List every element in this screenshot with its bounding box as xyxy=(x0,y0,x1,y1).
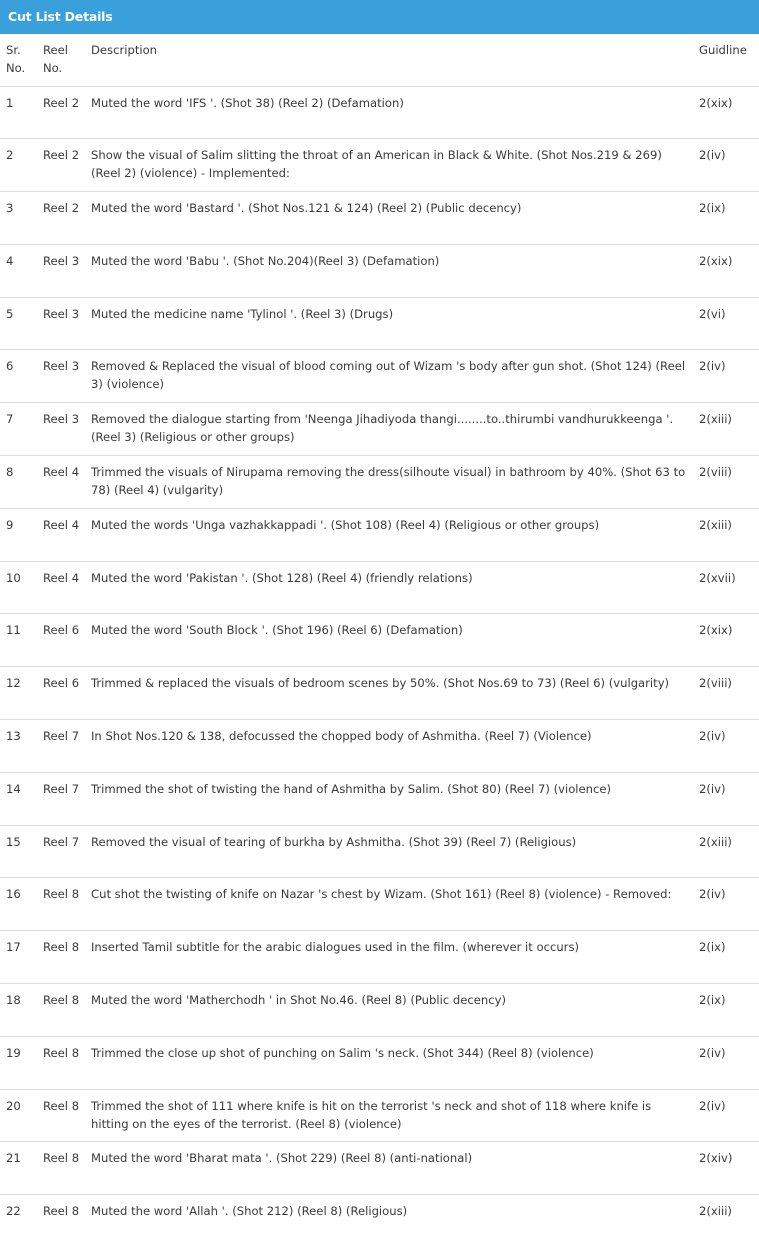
cell-reel-no: Reel 7 xyxy=(37,825,85,878)
cell-sr-no: 10 xyxy=(0,561,37,614)
column-header-reel-no: Reel No. xyxy=(43,43,69,75)
table-row xyxy=(0,508,759,561)
table-row xyxy=(0,1142,759,1195)
cell-reel-no: Reel 7 xyxy=(37,772,85,825)
cell-reel-no: Reel 3 xyxy=(37,297,85,350)
cell-reel-no: Reel 4 xyxy=(37,456,85,509)
cell-description: Muted the word 'IFS '. (Shot 38) (Reel 2) (Defamation) xyxy=(85,86,693,139)
cell-guideline: 2(xiii) xyxy=(693,508,759,561)
cell-sr-no: 16 xyxy=(0,878,37,931)
cell-guideline: 2(iv) xyxy=(693,1036,759,1089)
cell-description: Trimmed the visuals of Nirupama removing the dress(silhoute visual) in bathroom by 40%. (Shot 63 to 78) (Reel 4) (vulgarity) xyxy=(85,456,693,509)
table-row xyxy=(0,297,759,350)
cell-description: Muted the word 'Pakistan '. (Shot 128) (Reel 4) (friendly relations) xyxy=(85,561,693,614)
cell-reel-no: Reel 2 xyxy=(37,139,85,192)
cell-description: Cut shot the twisting of knife on Nazar 's chest by Wizam. (Shot 161) (Reel 8) (violence) - Removed: xyxy=(85,878,693,931)
cell-description: Muted the words 'Unga vazhakkappadi '. (Shot 108) (Reel 4) (Religious or other groups) xyxy=(85,508,693,561)
column-header-sr-no: Sr. No. xyxy=(6,43,26,75)
cell-sr-no: 9 xyxy=(0,508,37,561)
cell-reel-no: Reel 2 xyxy=(37,192,85,245)
cell-description: Muted the word 'Matherchodh ' in Shot No.46. (Reel 8) (Public decency) xyxy=(85,984,693,1037)
table-row xyxy=(0,720,759,773)
cell-description: Muted the word 'Babu '. (Shot No.204)(Reel 3) (Defamation) xyxy=(85,244,693,297)
cell-description: Trimmed the close up shot of punching on Salim 's neck. (Shot 344) (Reel 8) (violence) xyxy=(85,1036,693,1089)
cell-guideline: 2(xix) xyxy=(693,244,759,297)
cell-sr-no: 1 xyxy=(0,86,37,139)
cell-description: Removed & Replaced the visual of blood coming out of Wizam 's body after gun shot. (Shot 124) (Reel 3) (violence) xyxy=(85,350,693,403)
cell-description: Inserted Tamil subtitle for the arabic dialogues used in the film. (wherever it occurs) xyxy=(85,931,693,984)
cut-list-table xyxy=(0,34,759,1248)
cell-guideline: 2(iv) xyxy=(693,720,759,773)
cell-reel-no: Reel 8 xyxy=(37,984,85,1037)
cell-sr-no: 14 xyxy=(0,772,37,825)
cell-sr-no: 20 xyxy=(0,1089,37,1142)
table-row xyxy=(0,825,759,878)
table-row xyxy=(0,244,759,297)
cell-sr-no: 6 xyxy=(0,350,37,403)
cell-sr-no: 2 xyxy=(0,139,37,192)
cell-sr-no: 5 xyxy=(0,297,37,350)
cell-reel-no: Reel 8 xyxy=(37,1089,85,1142)
cell-sr-no: 22 xyxy=(0,1195,37,1248)
cell-guideline: 2(ix) xyxy=(693,192,759,245)
cell-sr-no: 13 xyxy=(0,720,37,773)
cell-guideline: 2(xiv) xyxy=(693,1142,759,1195)
cell-sr-no: 21 xyxy=(0,1142,37,1195)
cell-guideline: 2(iv) xyxy=(693,1089,759,1142)
table-row xyxy=(0,350,759,403)
cell-reel-no: Reel 2 xyxy=(37,86,85,139)
cell-reel-no: Reel 3 xyxy=(37,244,85,297)
cell-description: Trimmed & replaced the visuals of bedroom scenes by 50%. (Shot Nos.69 to 73) (Reel 6) (vulgarity) xyxy=(85,667,693,720)
cell-description: Removed the dialogue starting from 'Neenga Jihadiyoda thangi........to..thirumbi vandhurukkeenga '. (Reel 3) (Religious or other groups) xyxy=(85,403,693,456)
cell-guideline: 2(iv) xyxy=(693,139,759,192)
table-row xyxy=(0,561,759,614)
cell-reel-no: Reel 8 xyxy=(37,931,85,984)
cell-sr-no: 12 xyxy=(0,667,37,720)
cell-guideline: 2(ix) xyxy=(693,984,759,1037)
table-row xyxy=(0,1089,759,1142)
table-row xyxy=(0,139,759,192)
cell-reel-no: Reel 6 xyxy=(37,614,85,667)
cell-guideline: 2(iv) xyxy=(693,772,759,825)
cell-reel-no: Reel 8 xyxy=(37,1195,85,1248)
cell-guideline: 2(xiii) xyxy=(693,1195,759,1248)
cell-reel-no: Reel 6 xyxy=(37,667,85,720)
cell-reel-no: Reel 8 xyxy=(37,1142,85,1195)
column-header-guideline: Guidline xyxy=(699,43,747,57)
cell-description: Trimmed the shot of 111 where knife is hit on the terrorist 's neck and shot of 118 where knife is hitting on the eyes of the terrorist. (Reel 8) (violence) xyxy=(85,1089,693,1142)
cell-reel-no: Reel 8 xyxy=(37,878,85,931)
cell-sr-no: 11 xyxy=(0,614,37,667)
table-row xyxy=(0,772,759,825)
cell-sr-no: 17 xyxy=(0,931,37,984)
cell-guideline: 2(xiii) xyxy=(693,825,759,878)
cell-sr-no: 18 xyxy=(0,984,37,1037)
cell-reel-no: Reel 4 xyxy=(37,561,85,614)
cell-sr-no: 15 xyxy=(0,825,37,878)
table-row xyxy=(0,192,759,245)
table-row xyxy=(0,614,759,667)
cell-reel-no: Reel 7 xyxy=(37,720,85,773)
cell-guideline: 2(iv) xyxy=(693,350,759,403)
table-row xyxy=(0,984,759,1037)
cell-description: Muted the word 'Allah '. (Shot 212) (Reel 8) (Religious) xyxy=(85,1195,693,1248)
cell-description: Muted the word 'Bastard '. (Shot Nos.121 & 124) (Reel 2) (Public decency) xyxy=(85,192,693,245)
table-row xyxy=(0,667,759,720)
cell-sr-no: 4 xyxy=(0,244,37,297)
cell-description: Show the visual of Salim slitting the throat of an American in Black & White. (Shot Nos.219 & 269) (Reel 2) (violence) - Implemented: xyxy=(85,139,693,192)
table-row xyxy=(0,1036,759,1089)
table-header xyxy=(0,34,759,86)
cell-description: In Shot Nos.120 & 138, defocussed the chopped body of Ashmitha. (Reel 7) (Violence) xyxy=(85,720,693,773)
cell-guideline: 2(vi) xyxy=(693,297,759,350)
cell-guideline: 2(viii) xyxy=(693,456,759,509)
cell-guideline: 2(ix) xyxy=(693,931,759,984)
cell-guideline: 2(xix) xyxy=(693,86,759,139)
cell-guideline: 2(xix) xyxy=(693,614,759,667)
cell-description: Muted the word 'Bharat mata '. (Shot 229) (Reel 8) (anti-national) xyxy=(85,1142,693,1195)
table-row xyxy=(0,86,759,139)
cell-sr-no: 8 xyxy=(0,456,37,509)
cell-description: Muted the medicine name 'Tylinol '. (Reel 3) (Drugs) xyxy=(85,297,693,350)
cell-description: Removed the visual of tearing of burkha by Ashmitha. (Shot 39) (Reel 7) (Religious) xyxy=(85,825,693,878)
cell-reel-no: Reel 8 xyxy=(37,1036,85,1089)
table-row xyxy=(0,1195,759,1248)
cell-guideline: 2(viii) xyxy=(693,667,759,720)
panel-title: Cut List Details xyxy=(0,0,759,34)
cell-reel-no: Reel 3 xyxy=(37,350,85,403)
cell-guideline: 2(xiii) xyxy=(693,403,759,456)
cell-reel-no: Reel 4 xyxy=(37,508,85,561)
cell-reel-no: Reel 3 xyxy=(37,403,85,456)
table-row xyxy=(0,931,759,984)
cell-description: Trimmed the shot of twisting the hand of Ashmitha by Salim. (Shot 80) (Reel 7) (violence) xyxy=(85,772,693,825)
column-header-description: Description xyxy=(91,43,158,57)
cell-sr-no: 7 xyxy=(0,403,37,456)
cell-guideline: 2(xvii) xyxy=(693,561,759,614)
cell-description: Muted the word 'South Block '. (Shot 196) (Reel 6) (Defamation) xyxy=(85,614,693,667)
cell-sr-no: 3 xyxy=(0,192,37,245)
cell-guideline: 2(iv) xyxy=(693,878,759,931)
cell-sr-no: 19 xyxy=(0,1036,37,1089)
table-row xyxy=(0,456,759,509)
table-row xyxy=(0,878,759,931)
table-row xyxy=(0,403,759,456)
table-body xyxy=(0,86,759,1248)
